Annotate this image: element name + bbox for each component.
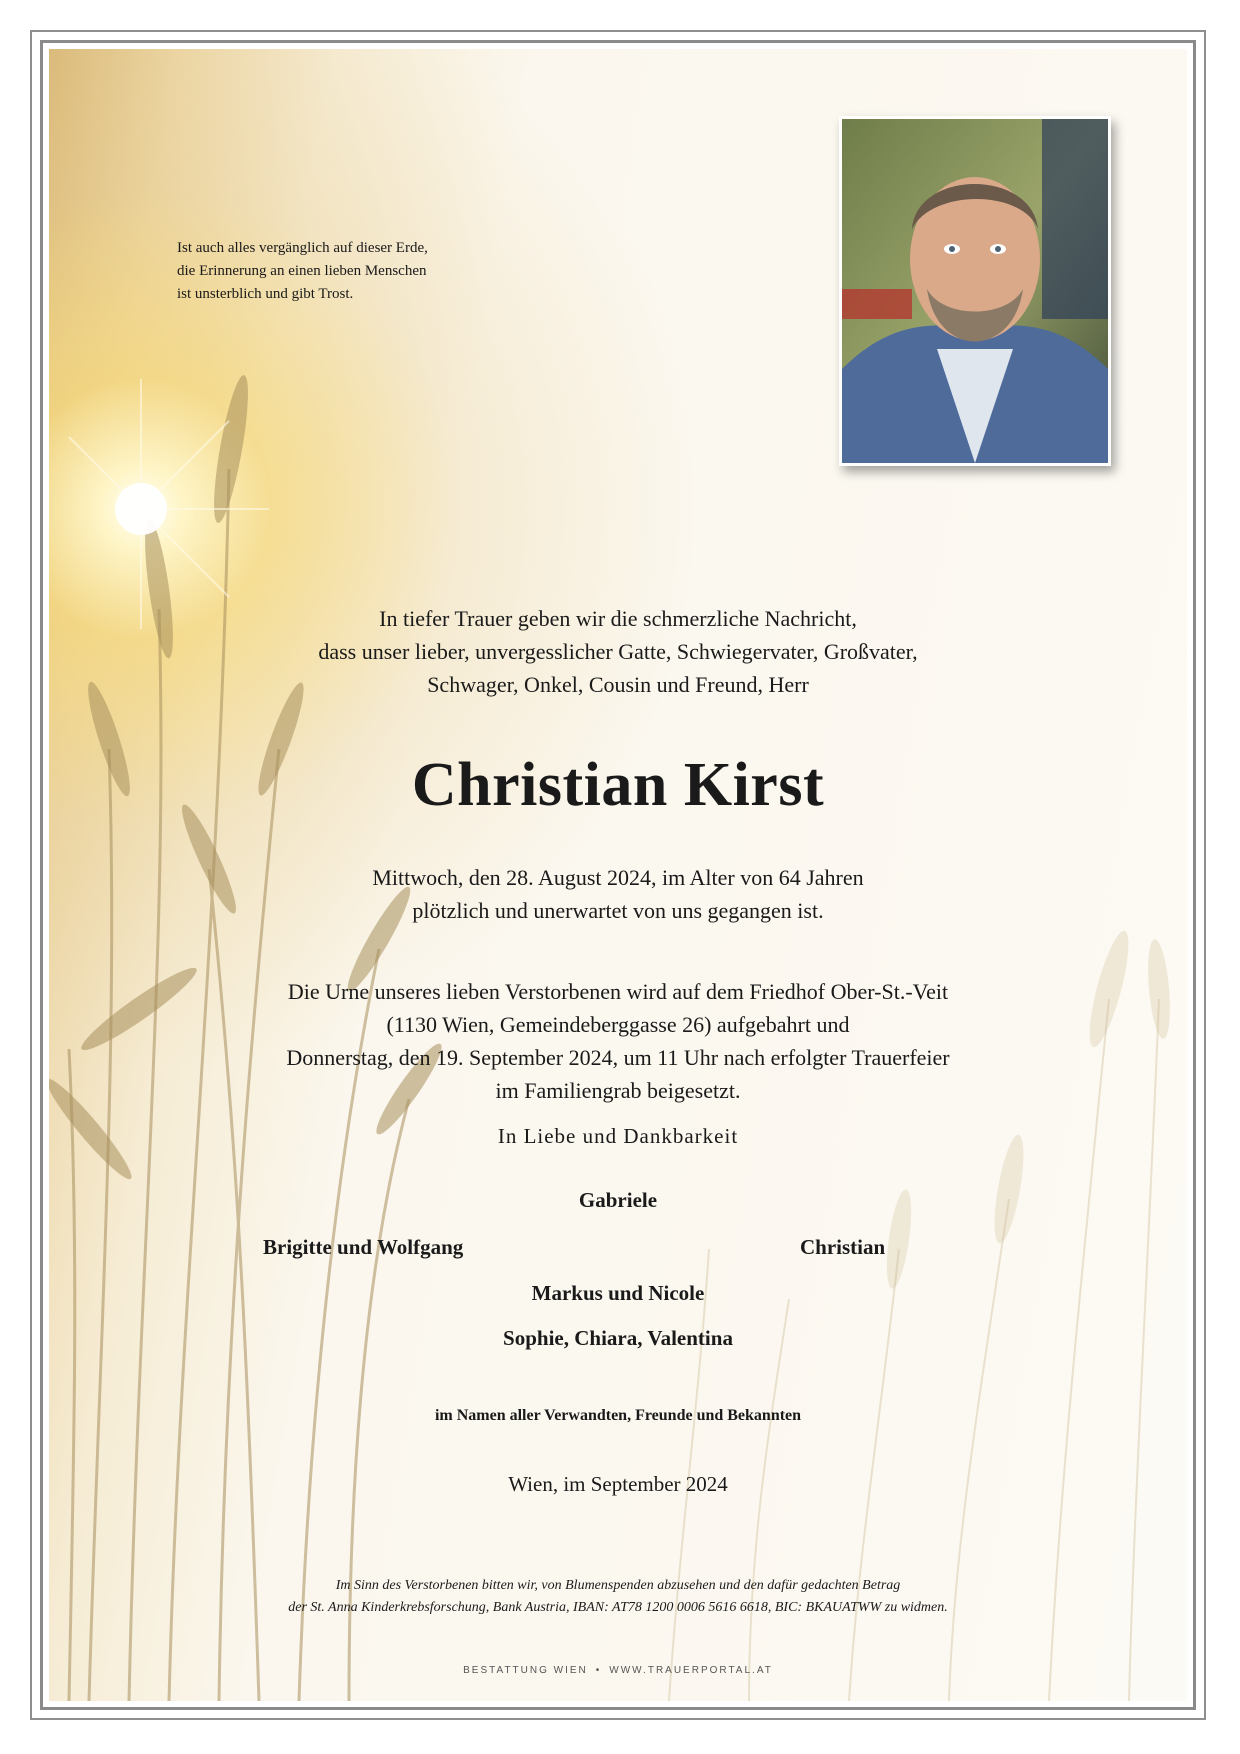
death-details [49,861,1187,927]
note-line: der St. Anna Kinderkrebsforschung, Bank Austria, IBAN: AT78 1200 0006 5616 6618, BIC: BKAUATWW zu widmen. [288,1600,948,1615]
burial-line: Die Urne unseres lieben Verstorbenen wird auf dem Friedhof Ober-St.-Veit [287,979,949,1004]
mourner-left: Brigitte und Wolfgang [263,1235,464,1259]
obituary-card [49,49,1187,1701]
burial-line: Donnerstag, den 19. September 2024, um 11 Uhr nach erfolgter Trauerfeier [286,1045,950,1070]
quote-line: ist unsterblich und gibt Trost. [177,286,354,302]
burial-line: im Familiengrab beigesetzt. [495,1078,741,1103]
footer-website: WWW.TRAUERPORTAL.AT [609,1665,773,1676]
announcement-intro [49,602,1187,701]
footer-credits [49,1665,1187,1676]
note-line: Im Sinn des Verstorbenen bitten wir, von Blumenspenden abzusehen und den dafür gedachten Betrag [335,1578,901,1593]
death-line: plötzlich und unerwartet von uns gegangen ist. [412,898,824,923]
footer-company: BESTATTUNG WIEN [463,1665,588,1676]
memorial-quote [177,237,577,306]
burial-line: (1130 Wien, Gemeindeberggasse 26) aufgebahrt und [386,1012,850,1037]
intro-line: In tiefer Trauer geben wir die schmerzliche Nachricht, [379,606,857,631]
portrait-image [842,119,1108,463]
place-date: Wien, im September 2024 [508,1472,728,1496]
death-line: Mittwoch, den 28. August 2024, im Alter von 64 Jahren [372,865,864,890]
mourner-grandchildren: Sophie, Chiara, Valentina [503,1326,733,1350]
portrait-photo [839,116,1111,466]
quote-line: die Erinnerung an einen lieben Menschen [177,263,427,279]
mourner-spouse: Gabriele [578,1188,658,1212]
intro-line: Schwager, Onkel, Cousin und Freund, Herr [427,672,809,697]
footer-separator: • [595,1665,602,1676]
mourner-couple: Markus und Nicole [531,1281,705,1305]
quote-line: Ist auch alles vergänglich auf dieser Erde, [177,240,428,256]
mourner-right: Christian [800,1235,886,1259]
deceased-name: Christian Kirst [411,751,825,819]
donation-note [49,1575,1187,1619]
relatives-line: im Namen aller Verwandten, Freunde und Bekannten [434,1407,802,1424]
intro-line: dass unser lieber, unvergesslicher Gatte, Schwiegervater, Großvater, [318,639,918,664]
burial-details [49,975,1187,1107]
mourners-intro: In Liebe und Dankbarkeit [497,1124,739,1148]
